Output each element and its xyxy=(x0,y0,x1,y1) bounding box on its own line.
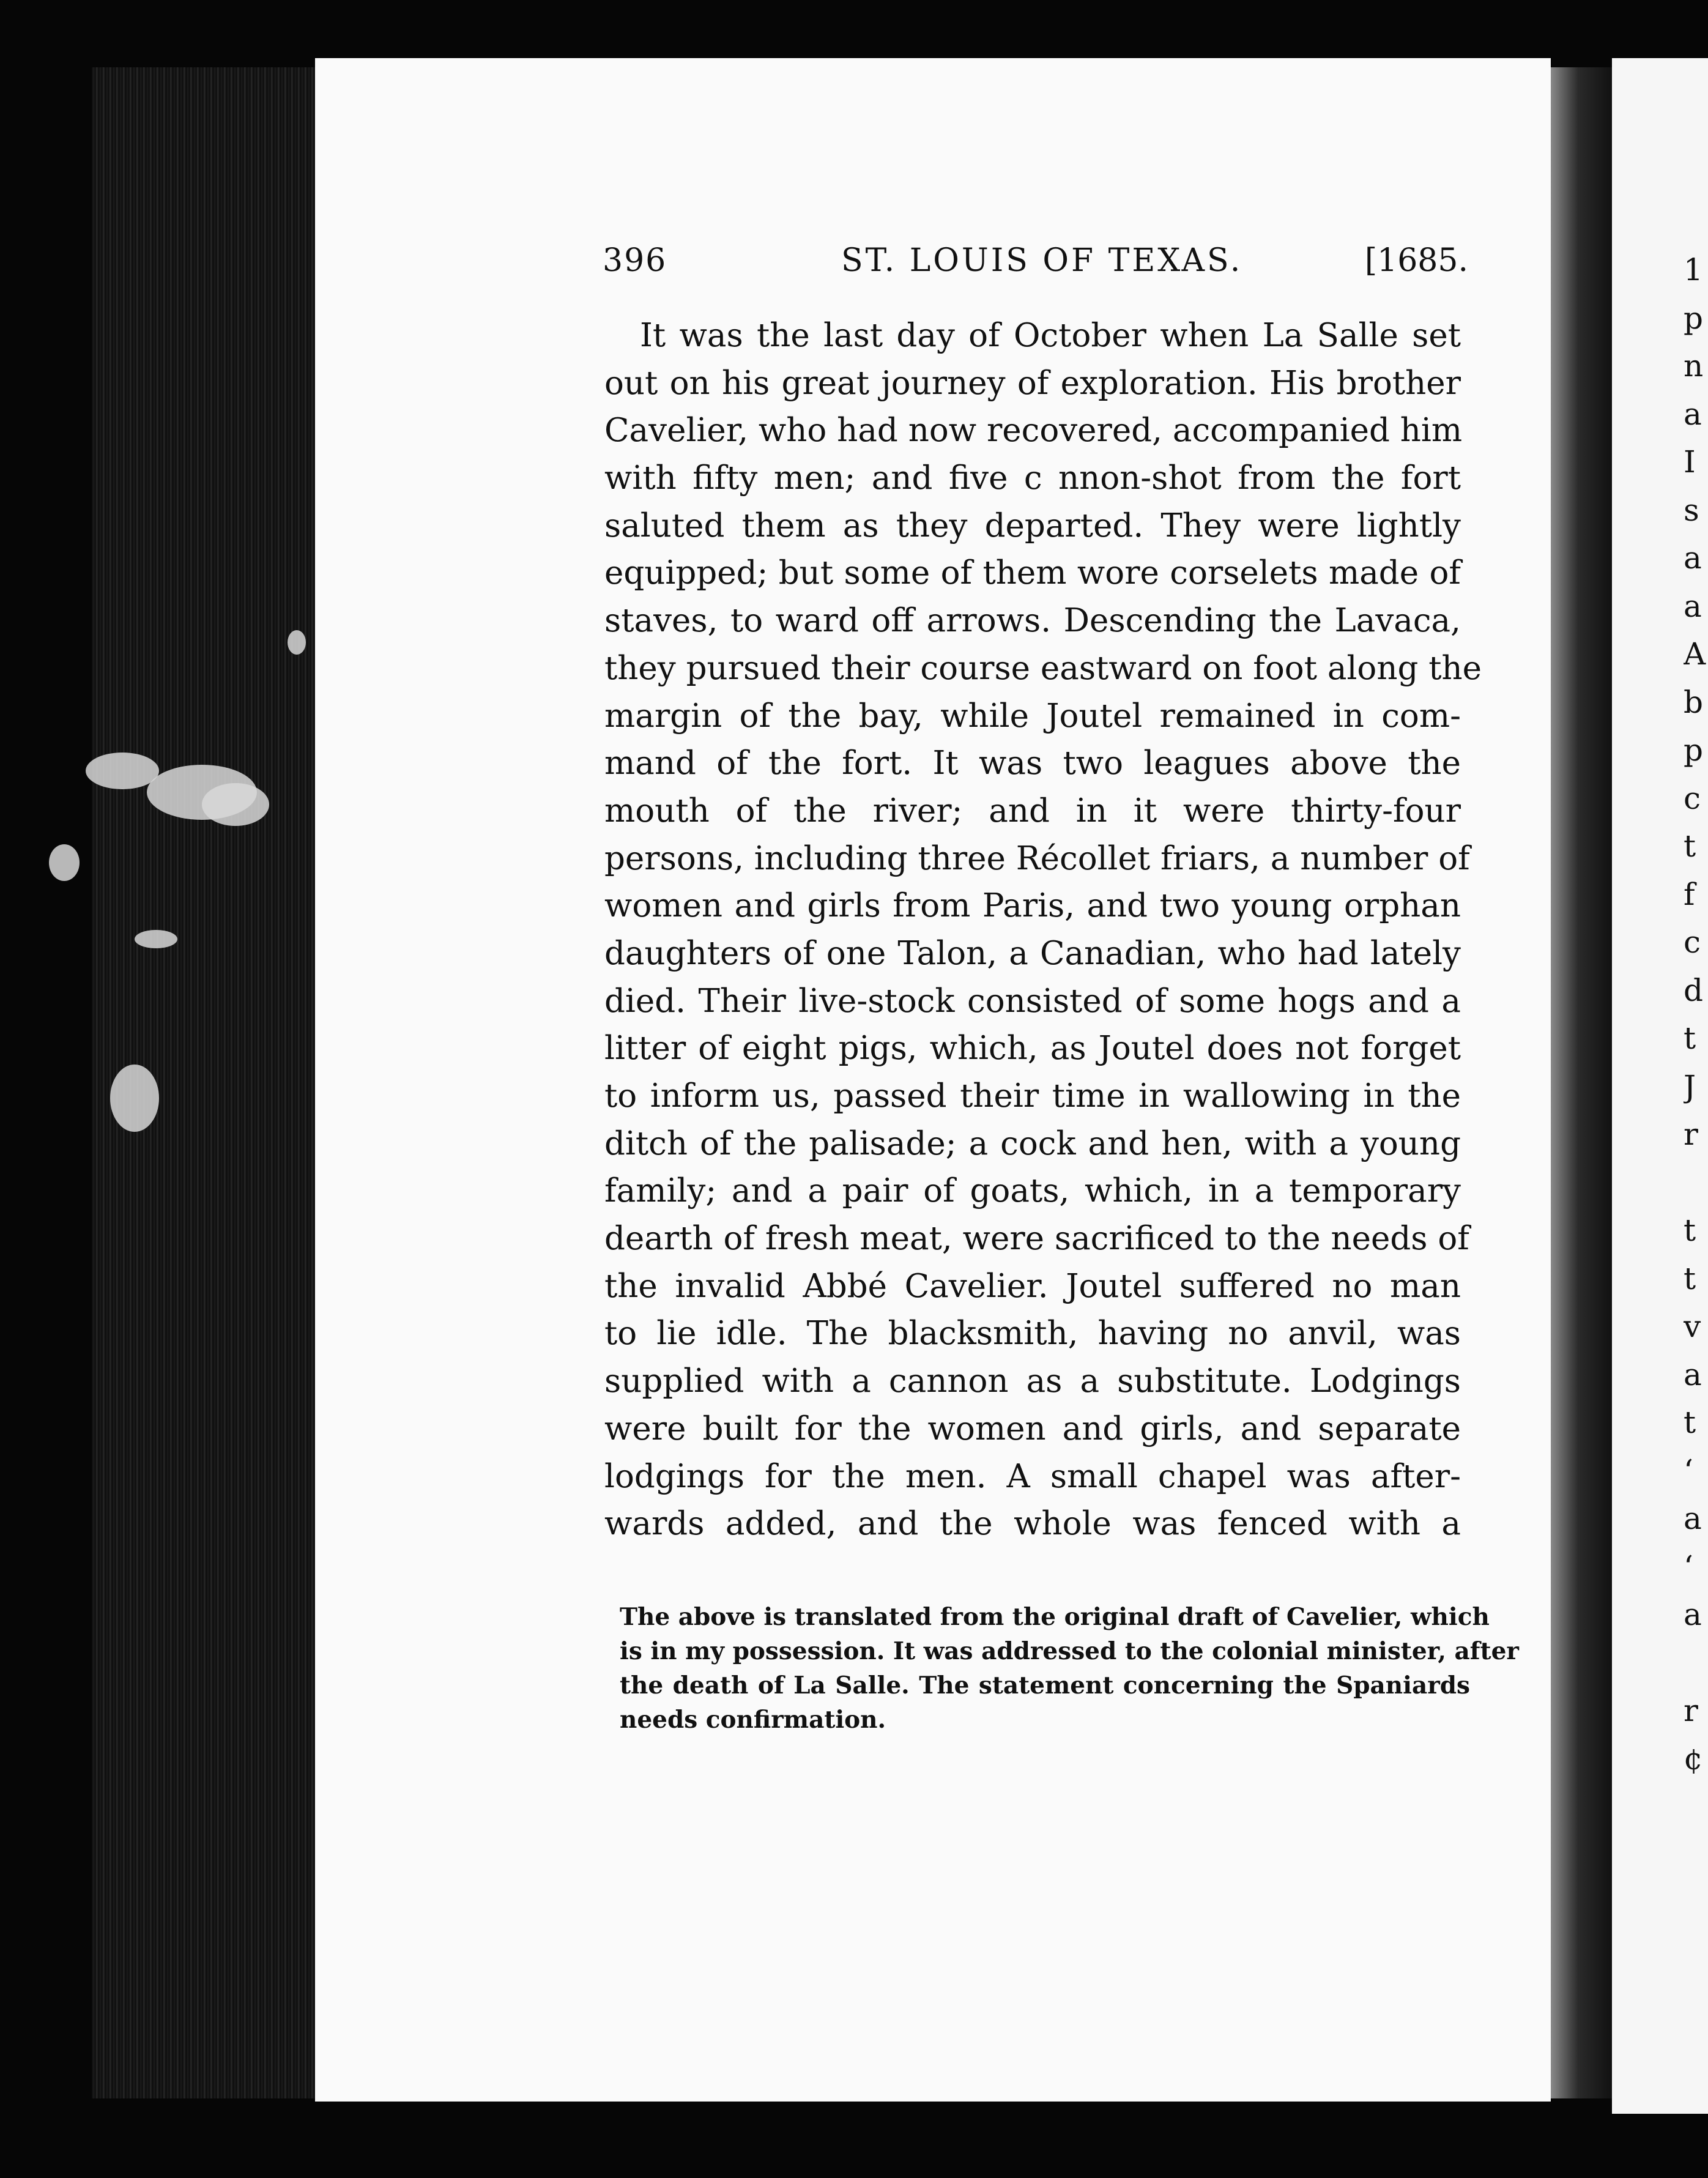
adjacent-letter: I xyxy=(1684,444,1696,480)
page-number: 396 xyxy=(603,242,667,279)
adjacent-letter: d xyxy=(1684,972,1704,1008)
adjacent-letter: c xyxy=(1684,924,1701,960)
paper-speck xyxy=(49,844,80,881)
footnote-line: the death of La Salle. The statement concerning the Spaniards xyxy=(620,1671,1470,1700)
body-line: staves, to ward off arrows. Descending the Lavaca, xyxy=(604,602,1461,640)
footnote xyxy=(620,1600,1519,1737)
body-line: the invalid Abbé Cavelier. Joutel suffered no man xyxy=(604,1267,1461,1305)
running-header xyxy=(603,242,1468,285)
body-line: litter of eight pigs, which, as Joutel does not forget xyxy=(604,1030,1461,1068)
page-gutter xyxy=(1551,67,1612,2098)
adjacent-letter: a xyxy=(1684,588,1702,624)
body-line: supplied with a cannon as a substitute. Lodgings xyxy=(604,1362,1461,1400)
adjacent-letter: t xyxy=(1684,1213,1696,1248)
adjacent-letter: ‘ xyxy=(1684,1548,1693,1585)
adjacent-letter: r xyxy=(1684,1117,1698,1152)
adjacent-letter: a xyxy=(1684,1597,1702,1632)
body-line: Cavelier, who had now recovered, accompanied him xyxy=(604,412,1463,450)
adjacent-letter: ‘ xyxy=(1684,1452,1693,1489)
body-line: mand of the fort. It was two leagues above the xyxy=(604,745,1461,782)
adjacent-letter: t xyxy=(1684,1260,1696,1296)
body-line: they pursued their course eastward on foot along the xyxy=(604,649,1482,687)
body-line: out on his great journey of exploration. His brother xyxy=(604,364,1461,402)
adjacent-letter: a xyxy=(1684,1356,1702,1392)
adjacent-letter: J xyxy=(1684,1068,1696,1104)
adjacent-letter: p xyxy=(1684,732,1704,768)
adjacent-letter: A xyxy=(1684,636,1706,672)
body-line: mouth of the river; and in it were thirty-four xyxy=(604,792,1461,830)
paper-speck xyxy=(110,1065,159,1132)
adjacent-letter: p xyxy=(1684,300,1704,336)
adjacent-letter: t xyxy=(1684,1020,1696,1056)
adjacent-letter: 1 xyxy=(1684,252,1703,288)
adjacent-letter: ¢ xyxy=(1684,1741,1703,1777)
body-line: equipped; but some of them wore corselets made of xyxy=(604,554,1461,592)
footnote-line: needs confirmation. xyxy=(620,1706,886,1734)
adjacent-letter: n xyxy=(1684,348,1704,384)
body-line: margin of the bay, while Joutel remained in com- xyxy=(604,697,1461,735)
adjacent-letter xyxy=(1684,1639,1708,1687)
adjacent-letter: t xyxy=(1684,1405,1696,1440)
running-title: ST. LOUIS OF TEXAS. xyxy=(841,242,1243,279)
body-line: with fifty men; and five c nnon-shot from the fort xyxy=(604,459,1461,497)
body-line: daughters of one Talon, a Canadian, who had lately xyxy=(604,934,1461,972)
adjacent-letter xyxy=(1684,1159,1708,1207)
adjacent-letter: v xyxy=(1684,1309,1701,1344)
adjacent-letter: s xyxy=(1684,492,1699,528)
body-line: wards added, and the whole was fenced with a xyxy=(604,1505,1461,1543)
paper-speck xyxy=(202,783,269,826)
paper-speck xyxy=(135,930,177,948)
adjacent-letter: b xyxy=(1684,684,1704,720)
body-line: dearth of fresh meat, were sacrificed to the needs of xyxy=(604,1220,1469,1258)
adjacent-letter: a xyxy=(1684,1501,1702,1536)
body-line: It was the last day of October when La Salle set xyxy=(640,317,1461,354)
adjacent-page-text xyxy=(1684,246,1708,1783)
adjacent-letter: r xyxy=(1684,1693,1698,1728)
body-line: women and girls from Paris, and two young orphan xyxy=(604,887,1461,925)
adjacent-letter: f xyxy=(1684,876,1695,912)
body-line: ditch of the palisade; a cock and hen, with a young xyxy=(604,1124,1461,1162)
adjacent-letter: a xyxy=(1684,540,1702,576)
adjacent-letter: c xyxy=(1684,780,1701,816)
paper-speck xyxy=(288,630,306,655)
body-line: to inform us, passed their time in wallowing in the xyxy=(604,1077,1461,1115)
footnote-line: is in my possession. It was addressed to the colonial minister, after xyxy=(620,1637,1519,1665)
adjacent-letter: t xyxy=(1684,828,1696,864)
body-line: family; and a pair of goats, which, in a temporary xyxy=(604,1172,1461,1210)
body-line: lodgings for the men. A small chapel was after- xyxy=(604,1457,1461,1495)
body-line: saluted them as they departed. They were lightly xyxy=(604,507,1461,544)
body-line: persons, including three Récollet friars, a number of xyxy=(604,839,1470,877)
adjacent-letter: a xyxy=(1684,396,1702,432)
body-line: to lie idle. The blacksmith, having no anvil, was xyxy=(604,1315,1461,1353)
body-line: were built for the women and girls, and separate xyxy=(604,1410,1461,1448)
running-year: [1685. xyxy=(1364,242,1468,279)
body-line: died. Their live-stock consisted of some hogs and a xyxy=(604,982,1461,1020)
body-paragraph xyxy=(604,312,1482,1548)
paper-speck xyxy=(86,753,159,789)
footnote-line: The above is translated from the original draft of Cavelier, which xyxy=(620,1603,1490,1631)
